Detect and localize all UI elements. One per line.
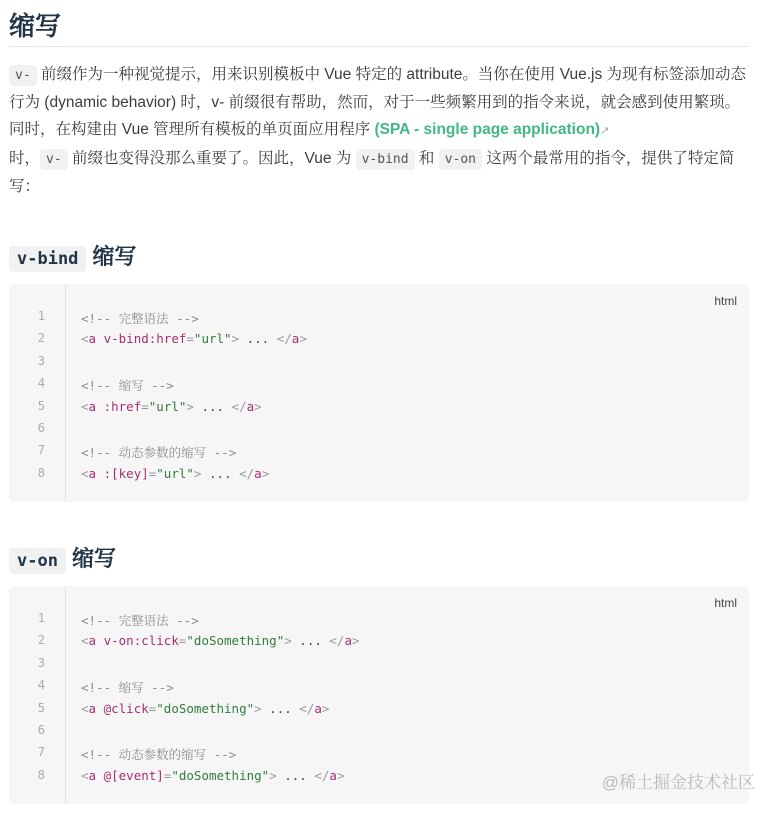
line-number: 1: [37, 611, 45, 625]
text: 前缀作为一种视觉提示，用来识别模板中 Vue 特定的 attribute。当你在使用 Vue.js 为现有标签添加动态行为 (dynamic behavior) 时，v- 前缀很有帮助，然而，对于一些频繁用到的指令来说，就会感到使用繁琐。同时，在构建由 Vue 管理所有模板的单页面应用程序: [9, 66, 747, 138]
spa-link[interactable]: (SPA - single page application): [374, 121, 601, 138]
code-token: <: [81, 767, 89, 783]
code-line: [81, 701, 329, 716]
code-token: >: [231, 331, 240, 347]
code-line: [81, 678, 174, 696]
code-token: =: [148, 700, 157, 716]
code-token: ...: [291, 633, 330, 649]
line-number: 1: [37, 309, 45, 323]
line-number: 6: [37, 723, 45, 737]
text: 前缀也变得没那么重要了。因此，Vue 为: [67, 150, 356, 167]
code-token: v-bind:href: [103, 331, 187, 347]
code-token: >: [254, 398, 262, 414]
code-token: =: [163, 767, 172, 783]
heading-text: 缩写: [92, 244, 137, 269]
line-number: 3: [37, 655, 45, 670]
code-token: @[event]: [103, 767, 164, 783]
code-token: a: [88, 398, 97, 414]
code-token: :[key]: [103, 465, 149, 481]
code-token: ...: [193, 398, 232, 414]
code-line: [81, 443, 236, 461]
code-token: a: [344, 633, 352, 649]
page-title: 缩写: [9, 0, 749, 47]
code-token: "url": [156, 465, 194, 481]
code-token: a: [291, 331, 300, 347]
code-token: [96, 466, 104, 481]
code-token: >: [336, 767, 345, 783]
code-token: <: [81, 331, 89, 347]
code-token: <!-- 动态参数的缩写 -->: [81, 445, 237, 461]
heading-code: v-on: [9, 548, 66, 574]
code-token: [96, 768, 104, 783]
code-token: >: [352, 633, 360, 649]
heading-text: 缩写: [71, 546, 116, 571]
code-token: @click: [103, 700, 149, 716]
line-number: 7: [37, 443, 45, 458]
code-token: <!-- 动态参数的缩写 -->: [81, 747, 237, 763]
line-number: 5: [37, 398, 45, 413]
code-token: >: [284, 633, 292, 649]
code-line: [81, 633, 360, 648]
code-token: ...: [201, 465, 240, 481]
language-label: html: [714, 596, 737, 610]
line-number: 4: [37, 678, 45, 693]
code-token: :href: [103, 398, 142, 414]
code-token: [96, 399, 104, 414]
line-number: 5: [37, 700, 45, 715]
code-token: a: [314, 700, 322, 716]
code-line: [81, 768, 344, 783]
code-line: [81, 466, 269, 481]
code-token: >: [186, 398, 194, 414]
code-token: a: [254, 465, 262, 481]
code-token: ...: [239, 331, 277, 347]
code-token: >: [321, 700, 330, 716]
code-token: =: [186, 331, 194, 347]
line-number: 8: [37, 767, 45, 782]
code-token: >: [299, 331, 307, 347]
code-token: [96, 701, 104, 716]
line-number: 2: [37, 633, 45, 648]
code-token: </: [314, 767, 330, 783]
code-token: =: [178, 633, 187, 649]
section-heading-v-on: [9, 542, 116, 573]
code-token: "doSomething": [171, 767, 270, 783]
code-token: "doSomething": [186, 633, 285, 649]
line-number: 7: [37, 745, 45, 760]
code-token: </: [299, 700, 315, 716]
language-label: html: [714, 294, 737, 308]
code-token: <!-- 缩写 -->: [81, 378, 174, 394]
code-token: >: [193, 465, 202, 481]
code-token: ...: [261, 700, 300, 716]
line-number: 3: [37, 353, 45, 368]
heading-code: v-bind: [9, 246, 86, 272]
code-token: a: [246, 398, 255, 414]
code-token: ...: [276, 767, 315, 783]
code-line: [81, 399, 262, 414]
code-token: v-on:click: [103, 633, 179, 649]
inline-code: v-: [40, 149, 68, 170]
code-token: "url": [148, 398, 187, 414]
code-token: <!-- 缩写 -->: [81, 680, 174, 696]
line-number: 8: [37, 465, 45, 480]
line-number: 4: [37, 376, 45, 391]
watermark: @稀土掘金技术社区: [601, 773, 755, 792]
code-token: =: [141, 398, 149, 414]
text: 这两个最常用的指令，提供了特定简写：: [9, 150, 735, 195]
code-token: [96, 331, 104, 346]
code-line: [81, 376, 174, 394]
external-link-icon: ↗: [600, 125, 610, 137]
code-token: "doSomething": [156, 700, 255, 716]
code-token: "url": [193, 331, 232, 347]
code-token: </: [329, 633, 345, 649]
code-token: >: [269, 767, 277, 783]
code-token: </: [239, 465, 255, 481]
text: 时，: [9, 150, 41, 167]
code-line: [81, 611, 199, 629]
inline-code: v-: [9, 65, 37, 86]
intro-paragraph: [9, 61, 749, 200]
code-token: a: [88, 465, 97, 481]
line-number: 6: [37, 421, 45, 435]
code-token: a: [329, 767, 337, 783]
code-token: a: [88, 633, 97, 649]
code-token: <: [81, 700, 89, 716]
code-token: >: [254, 700, 262, 716]
code-token: <!-- 完整语法 -->: [81, 311, 199, 326]
code-token: a: [88, 700, 97, 716]
code-token: <: [81, 633, 89, 649]
text: 和: [414, 150, 439, 167]
code-token: [96, 633, 104, 648]
code-line: [81, 331, 307, 346]
code-block-v-bind: [9, 284, 749, 502]
code-token: </: [231, 398, 247, 414]
code-token: >: [261, 465, 270, 481]
code-line: [81, 309, 199, 327]
code-token: <: [81, 398, 89, 414]
code-token: a: [88, 331, 97, 347]
inline-code: v-on: [439, 149, 482, 170]
inline-code: v-bind: [356, 149, 415, 170]
code-token: </: [276, 331, 292, 347]
section-heading-v-bind: [9, 240, 136, 271]
code-token: <!-- 完整语法 -->: [81, 613, 199, 628]
code-line: [81, 745, 236, 763]
code-token: =: [148, 465, 157, 481]
code-token: <: [81, 465, 89, 481]
line-number: 2: [37, 331, 45, 346]
code-token: a: [88, 767, 97, 783]
